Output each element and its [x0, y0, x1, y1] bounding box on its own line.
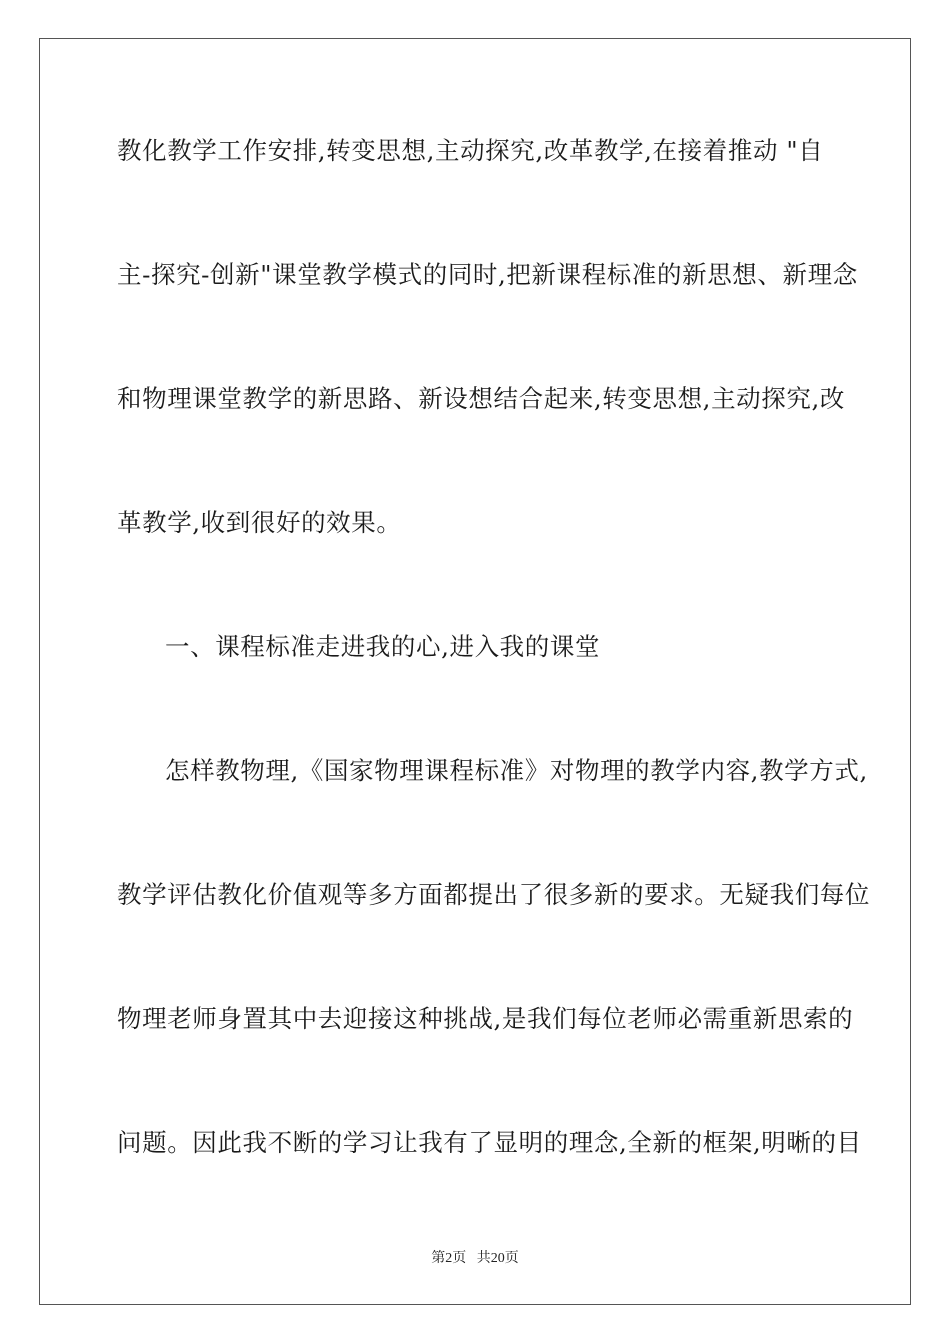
text-line: 教学评估教化价值观等多方面都提出了很多新的要求。无疑我们每位	[117, 880, 870, 909]
page-number: 第2页	[431, 1251, 467, 1266]
section-heading: 一、课程标准走进我的心,进入我的课堂	[165, 632, 601, 661]
page-footer	[0, 1247, 950, 1267]
text-line: 怎样教物理,《国家物理课程标准》对物理的教学内容,教学方式,	[165, 756, 868, 785]
total-pages: 共20页	[476, 1251, 519, 1266]
text-line: 教化教学工作安排,转变思想,主动探究,改革教学,在接着推动 "自	[117, 136, 824, 165]
text-line: 问题。因此我不断的学习让我有了显明的理念,全新的框架,明晰的目	[117, 1128, 862, 1157]
text-line: 主-探究-创新"课堂教学模式的同时,把新课程标准的新思想、新理念	[117, 260, 858, 289]
page-border	[39, 38, 911, 1305]
text-line: 和物理课堂教学的新思路、新设想结合起来,转变思想,主动探究,改	[117, 384, 845, 413]
text-line: 物理老师身置其中去迎接这种挑战,是我们每位老师必需重新思索的	[117, 1004, 854, 1033]
text-line: 革教学,收到很好的效果。	[117, 508, 402, 537]
